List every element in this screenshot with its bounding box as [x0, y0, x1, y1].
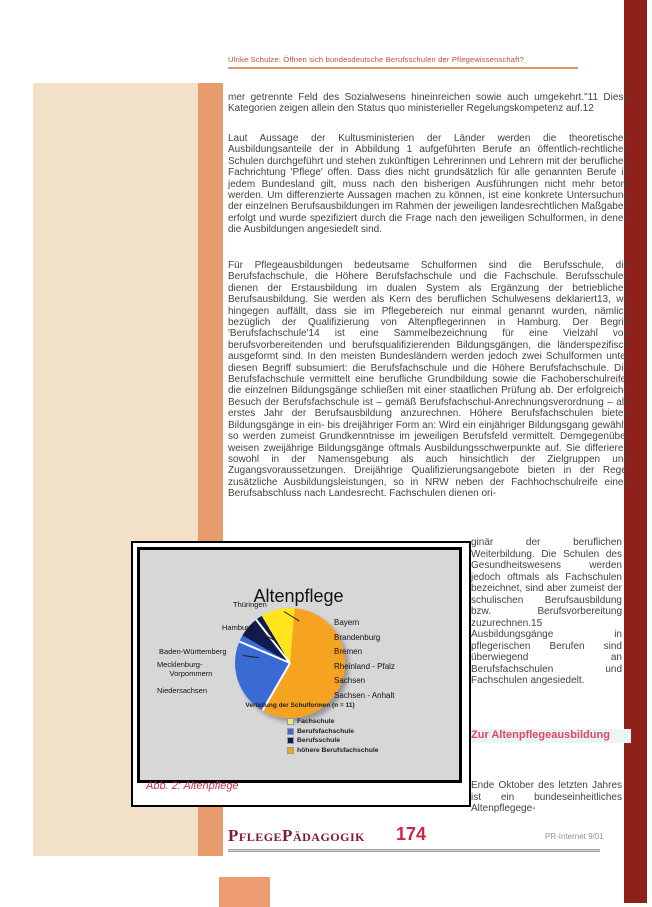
- legend-swatch-hoehere-berufsfachschule: [287, 747, 294, 754]
- label-list-orange-states: [334, 616, 444, 703]
- label-thueringen: Thüringen: [233, 600, 267, 609]
- section-heading: Zur Altenpflegeausbildung: [471, 729, 631, 743]
- label-mecklenburg-vorpommern: Mecklenburg- Vorpommern: [157, 660, 213, 678]
- legend-item: [287, 736, 379, 746]
- legend-swatch-fachschule: [287, 718, 294, 725]
- footer-journal-ref: PR-Internet 9/01: [545, 832, 604, 841]
- footer-rule: [228, 849, 600, 852]
- label-niedersachsen: Niedersachsen: [157, 686, 208, 695]
- footer-brand: PflegePädagogik: [228, 826, 365, 845]
- label-hamburg: Hamburg: [222, 623, 253, 632]
- paragraph-3-continuation: ginär der beruflichen Weiterbildung. Die Schulen des Gesundheitswesens werden jedoch oftmals als Fachschulen bezeichnet, sind aber zumeist der schulischen Berufsausbildung bzw. Berufsvorbereitung zuzurechnen.15 Ausbildungsgänge in pflegerischen Berufen sind überwiegend an Berufsfachschulen und Fachschulen angesiedelt.: [471, 537, 622, 686]
- legend-item: [287, 746, 379, 756]
- state-label: Brandenburg: [334, 632, 381, 642]
- legend-item: [287, 717, 379, 727]
- legend-label: Berufsschule: [297, 737, 341, 745]
- closing-paragraph: Ende Oktober des letzten Jahres ist ein bundeseinheitliches Altenpflegege-: [471, 780, 622, 814]
- chart-legend: [287, 717, 379, 755]
- legend-label: höhere Berufsfachschule: [297, 746, 379, 754]
- footer-page-number: 174: [396, 824, 427, 844]
- legend-label: Berufsfachschule: [297, 727, 355, 735]
- legend-swatch-berufsschule: [287, 737, 294, 744]
- legend-item: [287, 727, 379, 737]
- running-head-underline: [228, 67, 578, 69]
- state-label: Sachsen: [334, 676, 366, 685]
- state-label: Sachsen - Anhalt: [334, 690, 395, 700]
- chart-subtitle: Verteilung der Schulformen (n = 11): [245, 702, 355, 709]
- paragraph-2: Laut Aussage der Kultusministerien der Länder werden die theoretischen Ausbildungsanteile der in Abbildung 1 aufgeführten Berufe an öffentlich-rechtlichen Schulen durchgeführt und stehen zukünftigen Lehrerinnen und Lehrern mit der beruflichen Fachrichtung 'Pflege' offen. Dass dies nicht grundsätzlich für alle genannten Berufe in jedem Bundesland gilt, muss nach den bisherigen Ausführungen nicht mehr betont werden. Um differenzierte Aussagen machen zu können, ist eine konkrete Untersuchung der einzelnen Berufsausbildungen im Rahmen der jeweiligen landesrechtlichen Maßgaben erfolgt und wurde spezifiziert durch die Frage nach den jeweiligen Schulformen, in denen die Ausbildungen angesiedelt sind.: [228, 133, 629, 236]
- paragraph-1: mer getrennte Feld des Sozialwesens hineinreichen sowie auch umgekehrt."11 Diese Kategorien zeigen allein den Status quo ministerieller Regelungskompetenz auf.12: [228, 92, 629, 115]
- chart-title: Altenpflege: [253, 586, 344, 606]
- paragraph-3: Für Pflegeausbildungen bedeutsame Schulformen sind die Berufsschule, die Berufsfachschule, die Höhere Berufsfachschule und die Fachschule. Berufsschulen dienen der Erstausbildung im dualen System als Ergänzung der betrieblichen Berufsausbildung. Sie werden als Kern des beruflichen Schulwesens deklariert13, wo hingegen auffällt, dass sie im Pflegebereich nur einmal genannt wurden, nämlich bezüglich der Qualifizierung von Altenpflegerinnen in Hamburg. Der Begriff 'Berufsfachschule'14 ist eine Sammelbezeichnung für eine Vielzahl von berufsvorbereitenden und berufsqualifizierenden Bildungsgängen, die länderspezifisch ausgeformt sind. In den meisten Bundesländern werden jedoch zwei Schulformen unter diesen Begriff subsumiert: die Berufsfachschule und die Höhere Berufsfachschule. Die Berufsfachschule vermittelt eine berufliche Grundbildung sowie die Fachoberschulreife, die einzelnen Bildungsgänge schließen mit einer staatlichen Prüfung ab. Der erfolgreiche Besuch der Berufsfachschule ist – gemäß Berufsfachschul-Anrechnungsverordnung – als erstes Jahr der Berufsausbildung anzurechnen. Höhere Berufsfachschulen bieten Bildungsgänge in ein- bis dreijähriger Form an: Wird ein einjähriger Bildungsgang gewählt, so werden zumeist Grundkenntnisse im jeweiligen Berufsfeld vermittelt. Demgegenüber weisen zweijährige Bildungsgänge oftmals Ausbildungsschwerpunkte auf. Sie differieren sowohl in der Namensgebung als auch hinsichtlich der Zielgruppen und Zugangsvoraussetzungen. Dreijährige Qualifizierungsangebote bieten in der Regel zusätzliche Ausbildungsleistungen, so in NRW neben der Fachhochschulreife einen Berufsabschluss nach Landesrecht. Fachschulen dienen ori-: [228, 260, 629, 500]
- legend-label: Fachschule: [297, 718, 335, 726]
- state-label: Bayern: [334, 618, 360, 627]
- figure-caption: Abb. 2: Altenpflege: [146, 780, 239, 792]
- label-baden-wuerttemberg: Baden-Württemberg: [159, 647, 227, 656]
- state-label: Bremen: [334, 647, 363, 656]
- running-head: Ulrike Schulze: Öffnen sich bundesdeutsche Berufsschulen der Pflegewissenschaft?: [228, 55, 525, 64]
- legend-swatch-berufsfachschule: [287, 728, 294, 735]
- state-label: Rheinland - Pfalz: [334, 661, 395, 671]
- bottom-salmon-square: [219, 877, 270, 907]
